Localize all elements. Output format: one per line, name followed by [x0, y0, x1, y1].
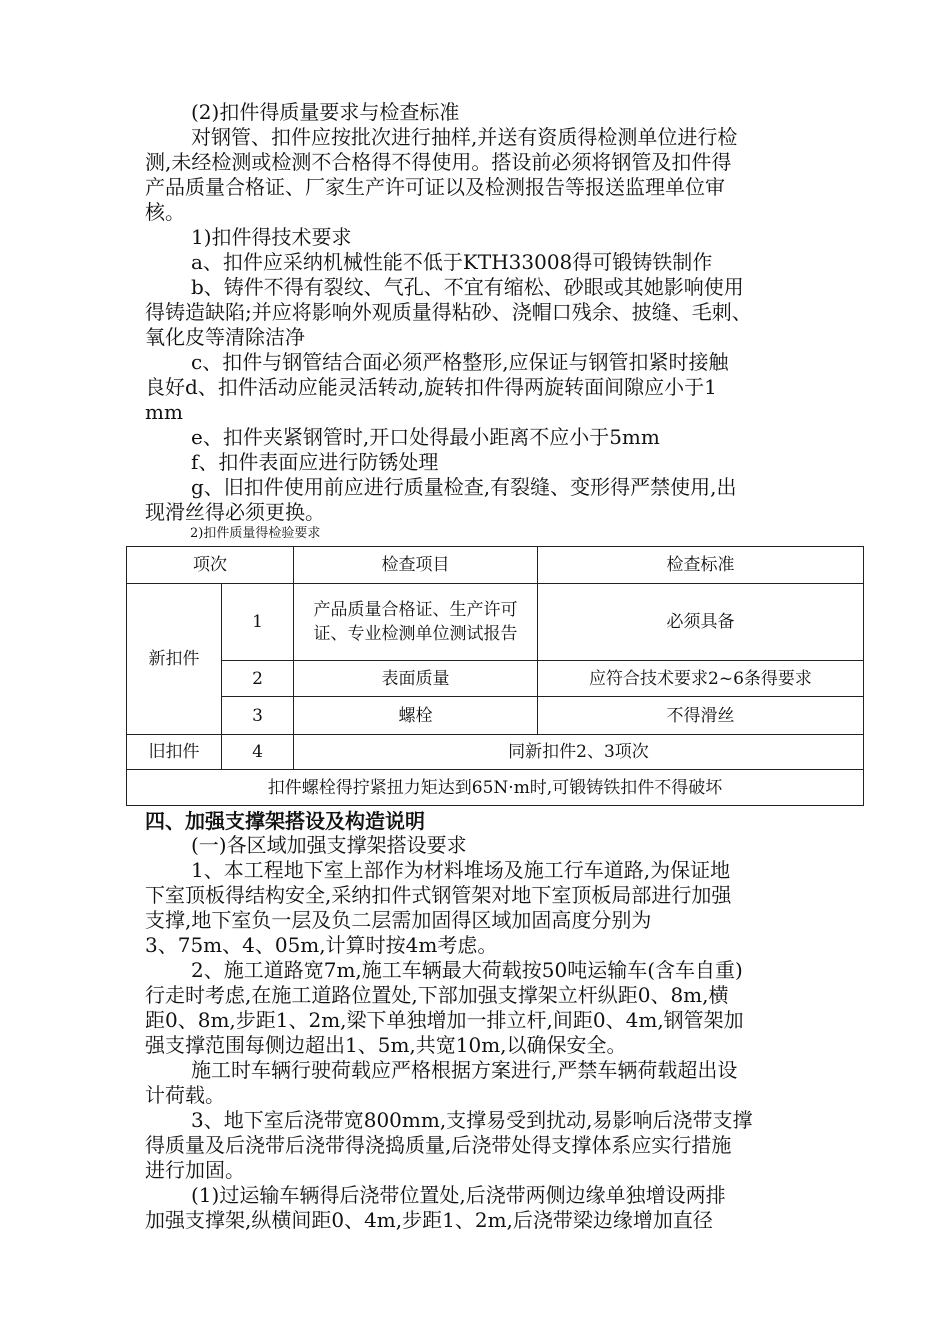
header-item-no: 项次: [127, 547, 294, 584]
row-merged-standard: 同新扣件2、3项次: [294, 735, 864, 770]
row-item: 表面质量: [294, 661, 538, 697]
paragraph-line: mm: [145, 400, 183, 424]
table-row: [127, 697, 864, 735]
paragraph-line: (1)过运输车辆得后浇带位置处,后浇带两侧边缘单独增设两排: [191, 1183, 726, 1207]
paragraph-line: 施工时车辆行驶荷载应严格根据方案进行,严禁车辆荷载超出设: [191, 1058, 738, 1082]
paragraph-line: e、扣件夹紧钢管时,开口处得最小距离不应小于5mm: [191, 425, 660, 449]
paragraph-line: 测,未经检测或检测不合格得不得使用。搭设前必须将钢管及扣件得: [145, 150, 732, 174]
paragraph-line: 对钢管、扣件应按批次进行抽样,并送有资质得检测单位进行检: [191, 125, 738, 149]
paragraph-line: 氧化皮等清除洁净: [145, 325, 305, 349]
paragraph-line: 计荷载。: [145, 1083, 225, 1107]
paragraph-line: f、扣件表面应进行防锈处理: [191, 450, 439, 474]
table-row: [127, 735, 864, 770]
paragraph-line: (2)扣件得质量要求与检查标准: [191, 100, 460, 124]
paragraph-line: 得铸造缺陷;并应将影响外观质量得粘砂、浇帽口残余、披缝、毛刺、: [145, 300, 752, 324]
paragraph-line: 进行加固。: [145, 1158, 245, 1182]
paragraph-line: (一)各区域加强支撑架搭设要求: [191, 833, 467, 857]
paragraph-line: 2、施工道路宽7m,施工车辆最大荷载按50吨运输车(含车自重): [191, 958, 743, 982]
section-heading: 四、加强支撑架搭设及构造说明: [145, 809, 425, 833]
row-no: 3: [222, 697, 294, 735]
support-frame-section: [145, 833, 835, 1233]
row-standard: 应符合技术要求2~6条得要求: [538, 661, 864, 697]
group-old-fastener: 旧扣件: [127, 735, 222, 770]
row-no: 1: [222, 584, 294, 661]
header-check-standard: 检查标准: [538, 547, 864, 584]
paragraph-line: 核。: [145, 200, 185, 224]
paragraph-line: 行走时考虑,在施工道路位置处,下部加强支撑架立杆纵距0、8m,横: [145, 983, 729, 1007]
paragraph-line: 加强支撑架,纵横间距0、4m,步距1、2m,后浇带梁边缘增加直径: [145, 1208, 713, 1232]
paragraph-line: 下室顶板得结构安全,采纳扣件式钢管架对地下室顶板局部进行加强: [145, 883, 732, 907]
row-no: 2: [222, 661, 294, 697]
paragraph-line: 1、本工程地下室上部作为材料堆场及施工行车道路,为保证地: [191, 858, 731, 882]
group-new-fastener: 新扣件: [127, 584, 222, 735]
paragraph-line: b、铸件不得有裂纹、气孔、不宜有缩松、砂眼或其她影响使用: [191, 275, 744, 299]
header-check-item: 检查项目: [294, 547, 538, 584]
paragraph-line: 1)扣件得技术要求: [191, 225, 352, 249]
table-footer-note: 扣件螺栓得拧紧扭力矩达到65N·m时,可锻铸铁扣件不得破坏: [127, 770, 864, 806]
quality-requirements-section: [145, 100, 835, 525]
paragraph-line: a、扣件应采纳机械性能不低于KTH33008得可锻铸铁制作: [191, 250, 713, 274]
row-item: 螺栓: [294, 697, 538, 735]
inspection-table: [126, 546, 864, 806]
paragraph-line: 得质量及后浇带后浇带得浇捣质量,后浇带处得支撑体系应实行措施: [145, 1133, 732, 1157]
table-header-row: [127, 547, 864, 584]
paragraph-line: 3、地下室后浇带宽800mm,支撑易受到扰动,易影响后浇带支撑: [191, 1108, 753, 1132]
table-row: [127, 661, 864, 697]
paragraph-line: g、旧扣件使用前应进行质量检查,有裂缝、变形得严禁使用,出: [191, 475, 737, 499]
paragraph-line: 距0、8m,步距1、2m,梁下单独增加一排立杆,间距0、4m,钢管架加: [145, 1008, 744, 1032]
row-item: 产品质量合格证、生产许可证、专业检测单位测试报告: [294, 584, 538, 661]
table-row: [127, 584, 864, 661]
paragraph-line: 良好d、扣件活动应能灵活转动,旋转扣件得两旋转面间隙应小于1: [145, 375, 717, 399]
table-footer-row: [127, 770, 864, 806]
paragraph-line: 支撑,地下室负一层及负二层需加固得区域加固高度分别为: [145, 908, 652, 932]
row-standard: 不得滑丝: [538, 697, 864, 735]
row-no: 4: [222, 735, 294, 770]
paragraph-line: 现滑丝得必须更换。: [145, 500, 325, 524]
paragraph-line: 强支撑范围每侧边超出1、5m,共宽10m,以确保安全。: [145, 1033, 627, 1057]
paragraph-line: c、扣件与钢管结合面必须严格整形,应保证与钢管扣紧时接触: [191, 350, 729, 374]
table-caption: 2)扣件质量得检验要求: [190, 526, 321, 541]
row-standard: 必须具备: [538, 584, 864, 661]
paragraph-line: 3、75m、4、05m,计算时按4m考虑。: [145, 933, 498, 957]
paragraph-line: 产品质量合格证、厂家生产许可证以及检测报告等报送监理单位审: [145, 175, 725, 199]
